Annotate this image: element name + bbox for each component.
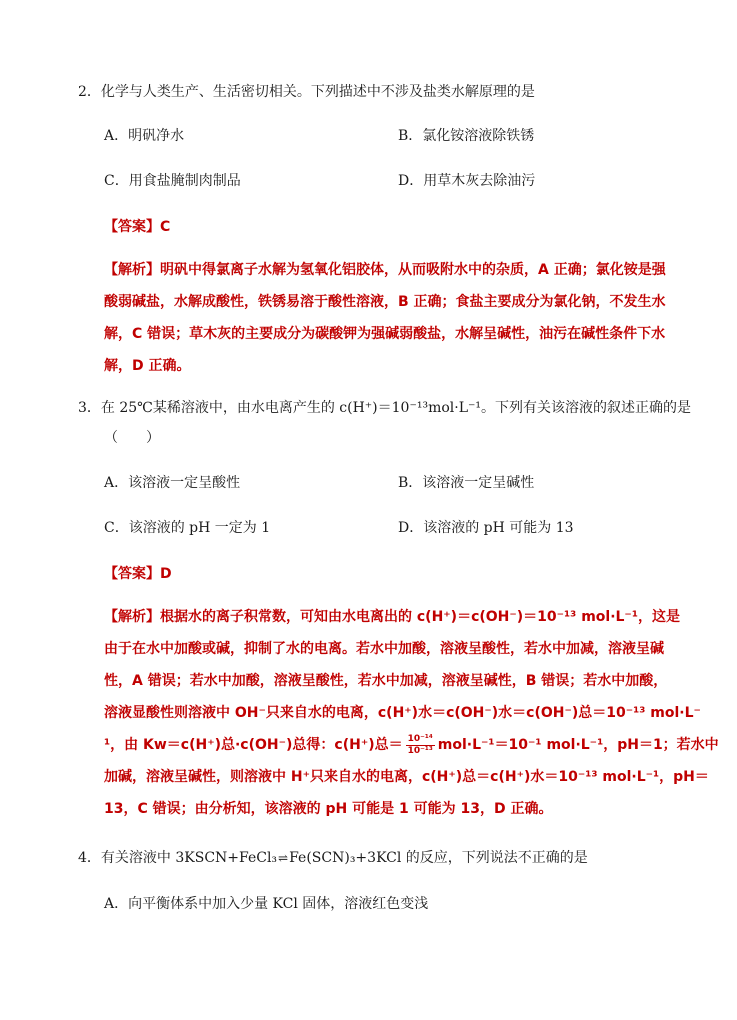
q2-explanation-line: 【解析】明矾中得氯离子水解为氢氧化铝胶体，从而吸附水中的杂质，A 正确；氯化铵是强 (104, 262, 666, 278)
q3-explanation-text: mol·L⁻¹＝10⁻¹ mol·L⁻¹，pH＝1；若水中 (437, 737, 719, 753)
q3-explanation-line: 性，A 错误；若水中加酸，溶液呈酸性，若水中加减，溶液呈碱性，B 错误；若水中加酸， (104, 673, 668, 689)
q3-option-b: B．该溶液一定呈碱性 (398, 475, 535, 491)
q2-option-d: D．用草木灰去除油污 (398, 173, 536, 189)
q4-option-a: A．向平衡体系中加入少量 KCl 固体，溶液红色变浅 (104, 896, 429, 912)
q2-explanation-line: 酸弱碱盐，水解成酸性，铁锈易溶于酸性溶液，B 正确；食盐主要成分为氯化钠，不发生水 (104, 294, 666, 310)
q2-explanation-line: 解，C 错误；草木灰的主要成分为碳酸钾为强碱弱酸盐，水解呈碱性，油污在碱性条件下水 (104, 326, 666, 342)
q3-explanation-line: 加碱，溶液呈碱性，则溶液中 H⁺只来自水的电离，c(H⁺)总＝c(H⁺)水＝10⁻¹³ mol·L⁻¹，pH＝ (104, 769, 709, 785)
q4-stem-text: Fe(SCN)₃+3KCl 的反应，下列说法不正确的是 (289, 850, 588, 866)
q4-stem-text: 4．有关溶液中 3KSCN+FeCl₃ (78, 850, 278, 866)
q3-explanation-line: 【解析】根据水的离子积常数，可知由水电离出的 c(H⁺)＝c(OH⁻)＝10⁻¹³ mol·L⁻¹，这是 (104, 609, 680, 625)
q3-explanation (104, 601, 719, 825)
q2-option-c: C．用食盐腌制肉制品 (104, 173, 241, 189)
q3-option-d: D．该溶液的 pH 可能为 13 (398, 520, 574, 536)
q3-explanation-line: 13，C 错误；由分析知，该溶液的 pH 可能是 1 可能为 13，D 正确。 (104, 801, 553, 817)
q2-option-b: B．氯化铵溶液除铁锈 (398, 128, 535, 144)
q2-option-a: A．明矾净水 (104, 128, 185, 144)
fraction-numerator: 10⁻¹⁴ (407, 733, 433, 744)
q3-explanation-line: 溶液显酸性则溶液中 OH⁻只来自水的电离，c(H⁺)水＝c(OH⁻)水＝c(OH⁻)总＝10⁻¹³ mol·L⁻ (104, 705, 701, 721)
question-2-stem: 2．化学与人类生产、生活密切相关。下列描述中不涉及盐类水解原理的是 (78, 84, 535, 100)
question-3-bracket: （ ） (104, 430, 160, 446)
q3-explanation-line: 由于在水中加酸或碱，抑制了水的电离。若水中加酸，溶液呈酸性，若水中加减，溶液呈碱 (104, 641, 664, 657)
q2-explanation-line: 解，D 正确。 (104, 358, 191, 374)
q3-option-a: A．该溶液一定呈酸性 (104, 475, 241, 491)
fraction-denominator: 10⁻¹³ (407, 745, 433, 756)
q3-answer: 【答案】D (104, 566, 172, 582)
q3-explanation-fraction-line (104, 729, 719, 761)
q2-explanation (104, 254, 676, 382)
fraction (406, 734, 435, 757)
question-3-stem: 3．在 25℃某稀溶液中，由水电离产生的 c(H⁺)＝10⁻¹³mol·L⁻¹。下列有关该溶液的叙述正确的是 (78, 400, 692, 416)
q3-explanation-text: ¹，由 Kw＝c(H⁺)总·c(OH⁻)总得：c(H⁺)总＝ (104, 737, 403, 753)
q3-option-c: C．该溶液的 pH 一定为 1 (104, 520, 271, 536)
question-4-stem (78, 848, 588, 868)
equilibrium-arrow-icon: ⇌ (278, 851, 289, 865)
q2-answer: 【答案】C (104, 219, 171, 235)
